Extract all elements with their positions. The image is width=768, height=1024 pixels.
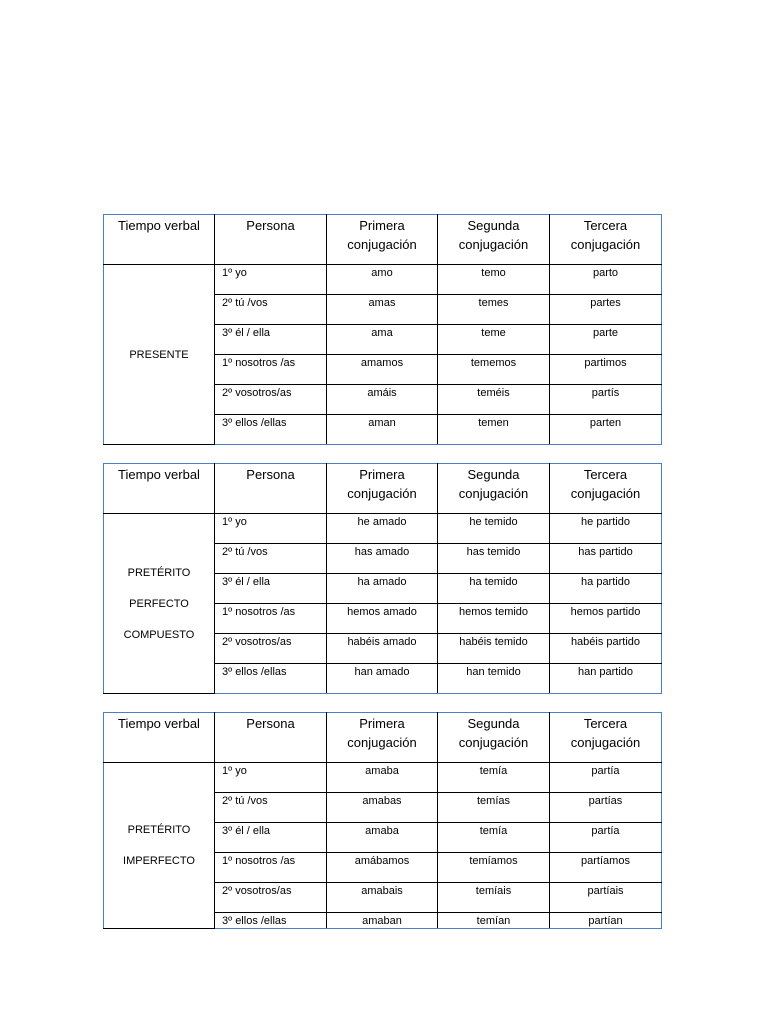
conj2-cell: han temido [438,664,550,694]
table-row [104,763,662,793]
conj2-cell: tememos [438,355,550,385]
header-tense: Tiempo verbal [104,713,215,763]
persona-cell: 3º ellos /ellas [215,913,327,929]
conj2-cell: hemos temido [438,604,550,634]
conj3-cell: hemos partido [550,604,662,634]
persona-cell: 2º tú /vos [215,793,327,823]
conj1-cell: ama [327,325,438,355]
conj3-cell: partían [550,913,662,929]
conj3-cell: parte [550,325,662,355]
conj2-cell: temían [438,913,550,929]
conj3-cell: partía [550,823,662,853]
conj3-cell: parto [550,265,662,295]
persona-cell: 2º tú /vos [215,295,327,325]
persona-cell: 3º ellos /ellas [215,664,327,694]
conj3-cell: partís [550,385,662,415]
conjugation-table-preterito-imperfecto [103,712,662,929]
header-primera: Primera conjugación [327,464,438,514]
conj2-cell: temíais [438,883,550,913]
table-header-row [104,713,662,763]
header-persona: Persona [215,215,327,265]
tense-label: PRETÉRITO IMPERFECTO [104,763,215,929]
conj1-cell: amaba [327,763,438,793]
persona-cell: 2º tú /vos [215,544,327,574]
header-tercera: Tercera conjugación [550,464,662,514]
persona-cell: 2º vosotros/as [215,634,327,664]
conj2-cell: temen [438,415,550,445]
conj1-cell: amaban [327,913,438,929]
conj3-cell: partíais [550,883,662,913]
persona-cell: 1º yo [215,514,327,544]
header-persona: Persona [215,464,327,514]
conj1-cell: hemos amado [327,604,438,634]
conj1-cell: amábamos [327,853,438,883]
conj3-cell: partías [550,793,662,823]
conj3-cell: partes [550,295,662,325]
conj2-cell: teme [438,325,550,355]
conj3-cell: parten [550,415,662,445]
tense-label: PRESENTE [104,265,215,445]
conj2-cell: temía [438,823,550,853]
conj1-cell: amas [327,295,438,325]
conj2-cell: he temido [438,514,550,544]
table-row [104,265,662,295]
header-segunda: Segunda conjugación [438,215,550,265]
persona-cell: 2º vosotros/as [215,883,327,913]
conj3-cell: has partido [550,544,662,574]
header-primera: Primera conjugación [327,215,438,265]
persona-cell: 1º nosotros /as [215,604,327,634]
conj1-cell: amáis [327,385,438,415]
conj2-cell: ha temido [438,574,550,604]
conj2-cell: temíamos [438,853,550,883]
conj3-cell: habéis partido [550,634,662,664]
persona-cell: 1º nosotros /as [215,355,327,385]
persona-cell: 3º ellos /ellas [215,415,327,445]
conj2-cell: temes [438,295,550,325]
persona-cell: 3º él / ella [215,574,327,604]
table-header-row [104,464,662,514]
persona-cell: 1º nosotros /as [215,853,327,883]
table-header-row [104,215,662,265]
conj2-cell: temo [438,265,550,295]
conj2-cell: temías [438,793,550,823]
conj1-cell: amo [327,265,438,295]
conj1-cell: he amado [327,514,438,544]
header-segunda: Segunda conjugación [438,713,550,763]
persona-cell: 1º yo [215,763,327,793]
header-persona: Persona [215,713,327,763]
conj2-cell: habéis temido [438,634,550,664]
tense-label: PRETÉRITO PERFECTO COMPUESTO [104,514,215,694]
persona-cell: 3º él / ella [215,823,327,853]
conj1-cell: amaba [327,823,438,853]
table-row [104,514,662,544]
header-tercera: Tercera conjugación [550,713,662,763]
conjugation-table-presente [103,214,662,445]
conj1-cell: amamos [327,355,438,385]
conj1-cell: han amado [327,664,438,694]
header-tense: Tiempo verbal [104,464,215,514]
conj3-cell: he partido [550,514,662,544]
persona-cell: 2º vosotros/as [215,385,327,415]
conjugation-table-preterito-perfecto [103,463,662,694]
header-primera: Primera conjugación [327,713,438,763]
conj1-cell: amabas [327,793,438,823]
conj1-cell: ha amado [327,574,438,604]
persona-cell: 3º él / ella [215,325,327,355]
header-tercera: Tercera conjugación [550,215,662,265]
conj2-cell: temía [438,763,550,793]
conj3-cell: partimos [550,355,662,385]
conj3-cell: ha partido [550,574,662,604]
header-segunda: Segunda conjugación [438,464,550,514]
conj3-cell: partía [550,763,662,793]
conj1-cell: amabais [327,883,438,913]
conj3-cell: partíamos [550,853,662,883]
conj1-cell: has amado [327,544,438,574]
conj3-cell: han partido [550,664,662,694]
header-tense: Tiempo verbal [104,215,215,265]
conj2-cell: has temido [438,544,550,574]
conj1-cell: habéis amado [327,634,438,664]
persona-cell: 1º yo [215,265,327,295]
conj1-cell: aman [327,415,438,445]
conj2-cell: teméis [438,385,550,415]
